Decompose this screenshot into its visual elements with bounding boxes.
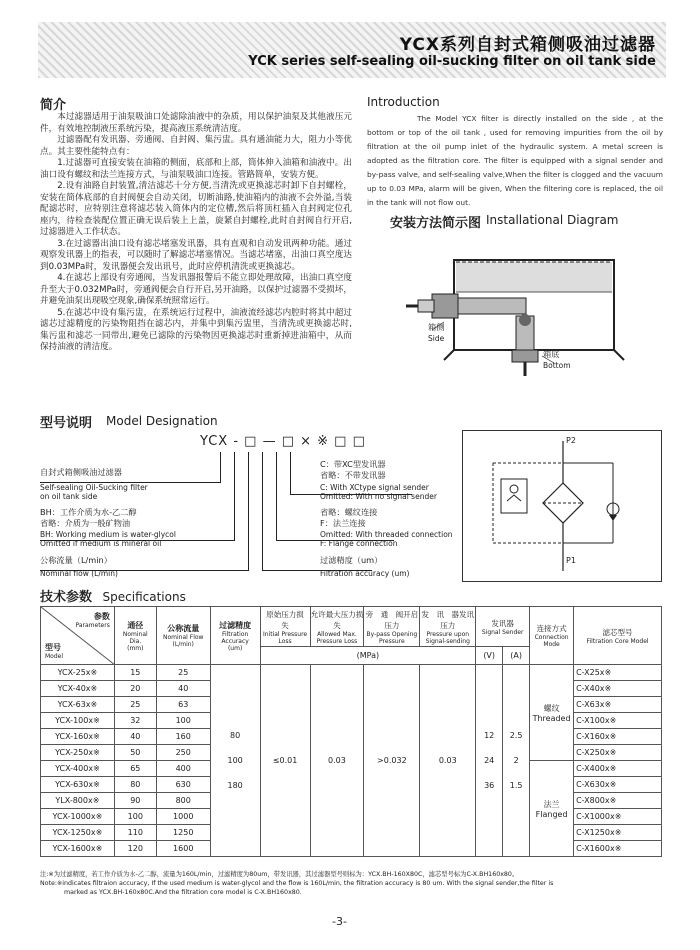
row-dia: 100 <box>114 809 156 825</box>
header-model-en: Model <box>45 653 64 660</box>
hydraulic-symbol-box <box>462 430 662 582</box>
model-bh-cn2: 省略：介质为一般矿物油 <box>40 518 131 528</box>
row-dia: 65 <box>114 761 156 777</box>
model-c-cn1: C：带XC型发讯器 <box>320 459 386 469</box>
header-core-cn: 滤芯型号 <box>602 627 633 637</box>
header-acc-en2: Accuracy <box>221 637 249 645</box>
installation-diagram <box>404 238 664 378</box>
model-title-en: Model Designation <box>106 414 218 428</box>
header-mpa: (MPa) <box>260 647 476 665</box>
model-bh-cn1: BH：工作介质为水-乙二醇 <box>40 507 137 517</box>
volt-value: 24 <box>484 756 495 765</box>
row-core: C-X160x※ <box>574 729 662 745</box>
header-v: (V) <box>476 647 503 665</box>
row-core: C-X250x※ <box>574 745 662 761</box>
row-model: YCX-400x※ <box>41 761 115 777</box>
intro-para-cn: 2.设有油路自封装置,清洁滤芯十分方便,当清洗或更换滤芯时卸下自封螺栓，安装在简体底部的自封阀便会自动关闭，切断油路,使油箱内的油液不会外溢,当装配滤芯时，应特别注意将滤芯装入筒体内的定位槽,然后将顶杠插入自封阀定位孔座内，待检查装配位置正确无误后装上上盖，旋紧自封螺栓,此时自封阀自行开启,过滤器进入工作状态。 <box>40 181 352 237</box>
row-core: C-X1000x※ <box>574 809 662 825</box>
model-title-cn: 型号说明 <box>40 416 93 431</box>
row-dia: 25 <box>114 697 156 713</box>
header-maxloss-en: Allowed Max. Pressure Loss <box>316 630 358 645</box>
row-flow: 800 <box>156 793 210 809</box>
header-sender <box>476 607 530 647</box>
acc-value: 80 <box>230 731 241 740</box>
page-title-en: YCK series self-sealing oil-sucking filter on oil tank side <box>248 54 656 69</box>
row-model: YCX-100x※ <box>41 713 115 729</box>
model-name-en1: Self-sealing Oil-Sucking filter <box>40 483 148 492</box>
header-params-model <box>41 607 115 665</box>
row-model: YCX-40x※ <box>41 681 115 697</box>
row-core: C-X40x※ <box>574 681 662 697</box>
header-core <box>574 607 662 665</box>
model-flow-cn: 公称流量（L/min） <box>40 555 112 565</box>
model-code: YCX - □ — □ × ※ □ □ <box>200 434 366 449</box>
conn-flanged-cn: 法兰 <box>543 799 560 809</box>
install-side-label-cn: 箱侧 <box>428 322 445 332</box>
header-signal <box>420 607 476 647</box>
row-flow: 100 <box>156 713 210 729</box>
model-bh-en2: Omitted if medium is mineral oil <box>40 539 162 548</box>
intro-title-cn: 简介 <box>40 98 67 113</box>
row-core: C-X25x※ <box>574 665 662 681</box>
row-dia: 40 <box>114 729 156 745</box>
install-title-en: Installational Diagram <box>486 213 619 227</box>
header-flow-cn: 公称流量 <box>167 624 200 633</box>
header-bypass-cn: 旁 通 阀开启压力 <box>365 609 419 630</box>
model-line <box>220 452 221 482</box>
intro-body-cn <box>40 112 352 354</box>
row-model: YCX-1600x※ <box>41 841 115 857</box>
install-bottom-label-cn: 箱底 <box>543 349 560 359</box>
spec-title-en: Specifications <box>102 590 186 604</box>
header-conn-en: Connection Mode <box>534 634 569 648</box>
intro-para-cn: 本过滤器适用于油泵吸油口处滤除油液中的杂质，用以保护油泵及其他液压元件，有效地控制液压系统污染，提高液压系统清洁度。 <box>40 112 352 134</box>
row-core: C-X63x※ <box>574 697 662 713</box>
row-model: YCX-1250x※ <box>41 825 115 841</box>
acc-value: 100 <box>227 756 243 765</box>
header-bypass-en: By-pass Opening Pressure <box>366 630 418 645</box>
install-side-label-en: Side <box>428 334 445 343</box>
model-line <box>262 452 263 570</box>
page-number: -3- <box>332 915 347 928</box>
row-model: YCX-1000x※ <box>41 809 115 825</box>
header-params-cn: 参数 <box>93 612 110 621</box>
spec-note <box>40 870 665 897</box>
bypass-cell: >0.032 <box>364 665 420 857</box>
header-sender-cn: 发讯器 <box>491 618 514 628</box>
acc-values-cell <box>210 665 260 857</box>
header-flow <box>156 607 210 665</box>
row-core: C-X400x※ <box>574 761 662 777</box>
header-sender-en: Signal Sender <box>481 628 524 636</box>
header-flow-en: Nominal Flow <box>163 634 204 641</box>
intro-para-cn: 过滤器配有发讯器、旁通阀、自封阀、集污盅。具有通油能力大，阻力小等优点。其主要性能特点有： <box>40 135 352 157</box>
conn-threaded-cell <box>530 665 574 761</box>
model-line <box>276 452 277 540</box>
conn-threaded-cn: 螺纹 <box>543 703 560 713</box>
header-model-cn: 型号 <box>45 643 61 652</box>
header-ploss-cn: 原始压力损 失 <box>266 609 312 630</box>
intro-para-cn: 1.过滤器可直接安装在油箱的侧面，底部和上部，筒体伸入油箱和油液中。出油口设有螺纹和法兰连接方式，与油泵吸油口连接。管路简单，安装方便。 <box>40 158 352 180</box>
header-core-en: Filtration Core Model <box>586 637 649 645</box>
spec-title-cn: 技术参数 <box>40 590 93 605</box>
model-c-en1: C: With XCtype signal sender <box>320 483 429 492</box>
row-core: C-X1250x※ <box>574 825 662 841</box>
header-conn <box>530 607 574 665</box>
header-banner <box>38 22 666 78</box>
row-flow: 250 <box>156 745 210 761</box>
amp-value: 2.5 <box>509 731 523 740</box>
model-conn-en1: Omitted: With threaded connection <box>320 530 453 539</box>
symbol-p2: P2 <box>566 436 576 445</box>
row-dia: 90 <box>114 793 156 809</box>
header-acc-cn: 过滤精度 <box>219 620 252 630</box>
row-flow: 1000 <box>156 809 210 825</box>
header-acc-unit: (um) <box>227 644 243 652</box>
model-acc-en: Filtration accuracy (um) <box>320 569 410 578</box>
ploss-cell: ≤0.01 <box>260 665 310 857</box>
row-dia: 15 <box>114 665 156 681</box>
model-name-en2: on oil tank side <box>40 492 98 501</box>
header-ploss <box>260 607 310 647</box>
maxloss-cell: 0.03 <box>310 665 364 857</box>
model-conn-en2: F: Flange connection <box>320 539 398 548</box>
header-conn-cn: 连接方式 <box>536 624 567 633</box>
model-line <box>290 452 291 494</box>
row-model: YCX-63x※ <box>41 697 115 713</box>
header-dia-en1: Nominal <box>122 630 148 638</box>
header-dia <box>114 607 156 665</box>
header-ploss-en: Initial Pressure Loss <box>262 630 308 645</box>
row-core: C-X630x※ <box>574 777 662 793</box>
row-flow: 630 <box>156 777 210 793</box>
model-acc-cn: 过滤精度（um） <box>320 555 383 565</box>
row-core: C-X800x※ <box>574 793 662 809</box>
row-dia: 110 <box>114 825 156 841</box>
header-maxloss <box>310 607 364 647</box>
conn-flanged-cell <box>530 761 574 857</box>
row-flow: 1250 <box>156 825 210 841</box>
row-flow: 400 <box>156 761 210 777</box>
volts-cell <box>476 665 503 857</box>
note-line-en2: marked as YCX.BH-160x80C.And the filtration core model is C-X.BH160x80. <box>64 889 302 896</box>
header-signal-en: Pressure upon Signal-sending <box>425 630 470 645</box>
row-dia: 32 <box>114 713 156 729</box>
row-dia: 20 <box>114 681 156 697</box>
note-line-cn: 注:※为过滤精度，若工作介质为水-乙二醇，流量为160L/min，过滤精度为80um，带发讯器，其过滤器型号则标为：YCX.BH-160X80C，滤芯型号标为C-X.BH160x80。 <box>40 871 519 878</box>
row-flow: 25 <box>156 665 210 681</box>
row-model: YCX-160x※ <box>41 729 115 745</box>
amps-cell <box>503 665 530 857</box>
intro-para-cn: 5.在滤芯中设有集污盅，在系统运行过程中，油液流经滤芯内腔时将其中超过滤芯过滤精度的污染物阻挡在滤芯内，并集中到集污盅里，当清洗或更换滤芯时,集污盅和滤芯一同带出,避免已滤除的污染物因更换滤芯时重新掉进油箱中，从而保持油液的清洁度。 <box>40 307 352 352</box>
row-flow: 160 <box>156 729 210 745</box>
install-bottom-label-en: Bottom <box>543 361 571 370</box>
model-line <box>248 452 249 570</box>
volt-value: 36 <box>484 781 495 790</box>
model-name-cn: 自封式箱侧吸油过滤器 <box>40 467 122 477</box>
signal-cell: 0.03 <box>420 665 476 857</box>
model-c-cn2: 省略：不带发讯器 <box>320 470 386 480</box>
header-params-en: Parameters <box>75 622 110 629</box>
model-line <box>234 452 235 540</box>
install-title-cn: 安装方法简示图 <box>390 216 482 231</box>
model-flow-en: Nominal flow (L/min) <box>40 569 118 578</box>
model-conn-cn2: F：法兰连接 <box>320 518 366 528</box>
row-dia: 50 <box>114 745 156 761</box>
header-maxloss-cn: 允许最大压力损失 <box>310 609 364 630</box>
row-model: YCX-630x※ <box>41 777 115 793</box>
intro-body-en: The Model YCX filter is directly installed on the side , at the bottom or top of the oil tank , used for removing impurities from the oil by filtration at the oil pump inlet of the hydraulic system. A metal screen is adopted as the filtration core. The filter is equipped with a signal sender and by-pass valve, and self-sealing valve,When the filter is clogged and the vacuum up to 0.03 MPa, alarm will be given, When the filtering core is replaced, the oil in the tank will not flow out. <box>367 114 663 207</box>
amp-value: 1.5 <box>509 781 523 790</box>
row-flow: 40 <box>156 681 210 697</box>
amp-value: 2 <box>513 756 519 765</box>
header-dia-cn: 通径 <box>127 620 144 630</box>
model-c-en2: Omitted: With no signal sender <box>320 492 437 501</box>
header-a: (A) <box>503 647 530 665</box>
symbol-p1: P1 <box>566 556 576 565</box>
header-signal-cn: 发 讯 器发讯压力 <box>421 609 474 630</box>
acc-value: 180 <box>227 781 243 790</box>
intro-para-cn: 3.在过滤器出油口设有滤芯堵塞发讯器，具有直观和自动发讯两种功能。通过观察发讯器上的指表，可以随时了解滤芯堵塞情况。当滤芯堵塞，出油口真空度达到0.03MPa时，发讯器便会发出讯号，此时应停机清洗或更换滤芯。 <box>40 238 352 272</box>
page-title-cn: YCX系列自封式箱侧吸油过滤器 <box>399 35 656 55</box>
row-flow: 1600 <box>156 841 210 857</box>
row-dia: 80 <box>114 777 156 793</box>
row-flow: 63 <box>156 697 210 713</box>
header-acc-en1: Filtration <box>221 630 249 638</box>
intro-title-en: Introduction <box>367 95 440 109</box>
volt-value: 12 <box>484 731 495 740</box>
row-core: C-X100x※ <box>574 713 662 729</box>
row-core: C-X1600x※ <box>574 841 662 857</box>
spec-title <box>40 586 186 605</box>
hydraulic-symbol <box>463 431 661 581</box>
header-dia-en2: Dia. <box>129 637 142 645</box>
header-flow-unit: (L/min) <box>172 641 194 648</box>
row-model: YLX-800x※ <box>41 793 115 809</box>
conn-threaded-en: Threaded <box>532 713 571 723</box>
model-conn-cn1: 省略：螺纹连接 <box>320 507 378 517</box>
intro-para-cn: 4.在滤芯上部设有旁通阀，当发讯器报警后不能立即处理故障，出油口真空度升至大于0.032MPa时，旁通阀便会自行开启,另开油路，以保护过滤器不受损坏，并避免油泵出现吸空现象,确保系统照常运行。 <box>40 273 352 306</box>
header-bypass <box>364 607 420 647</box>
row-dia: 120 <box>114 841 156 857</box>
row-model: YCX-25x※ <box>41 665 115 681</box>
spec-table <box>40 606 662 857</box>
conn-flanged-en: Flanged <box>535 809 568 819</box>
note-line-en1: Note:※indicates filtraion accuracy, If the used medium is water-glycol and the flow is 160L/min, the filtration accuracy is 80 um. With the signal sender,the filter is <box>40 880 554 887</box>
row-model: YCX-250x※ <box>41 745 115 761</box>
model-bh-en1: BH: Working medium is water-glycol <box>40 530 176 539</box>
header-dia-unit: (mm) <box>127 644 144 652</box>
header-acc <box>210 607 260 665</box>
